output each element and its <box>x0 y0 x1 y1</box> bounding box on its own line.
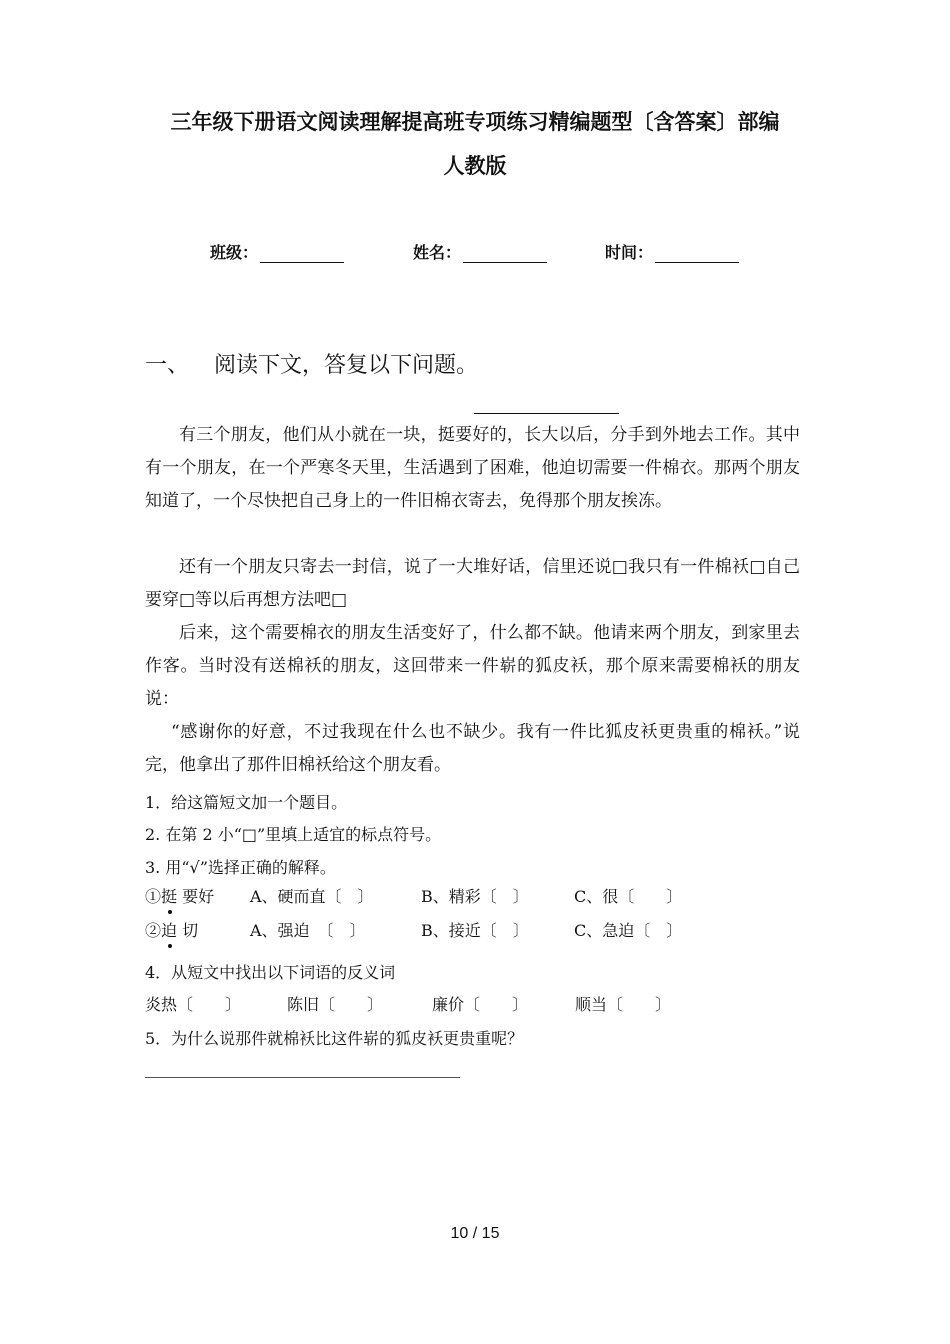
antonym-item-3: 廉价〔 〕 <box>432 995 529 1014</box>
question-3-item-2-word <box>145 918 198 941</box>
item-1-number: ① <box>145 887 162 906</box>
section-instruction: 阅读下文，答复以下问题。 <box>214 353 479 378</box>
time-field <box>605 240 739 263</box>
answer-line <box>145 1077 460 1078</box>
item-1-emphasized-char: 挺 <box>161 887 178 906</box>
question-3-item-1-option-c: C、很〔 〕 <box>574 887 683 906</box>
class-field <box>210 240 344 263</box>
question-3-item-1-word <box>145 884 214 907</box>
passage-paragraph-2: 还有一个朋友只寄去一封信，说了一大堆好话，信里还说□我只有一件棉袄□自己要穿□等以后再想方法吧□ <box>145 557 800 610</box>
question-2: 2. 在第 2 小“□”里填上适宜的标点符号。 <box>145 825 442 844</box>
question-3-item-2-option-b: B、接近〔 〕 <box>421 921 529 940</box>
passage-paragraph-1: 有三个朋友，他们从小就在一块，挺要好的，长大以后，分手到外地去工作。其中有一个朋友，在一个严寒冬天里，生活遇到了困难，他迫切需要一件棉衣。那两个朋友知道了，一个尽快把自己身上的一件旧棉衣寄去，免得那个朋友挨冻。 <box>145 425 800 511</box>
section-number: 一、 <box>145 353 190 378</box>
time-label: 时间： <box>605 243 654 262</box>
time-blank <box>655 244 739 263</box>
passage-title-blank <box>474 413 619 414</box>
question-1: 1．给这篇短文加一个题目。 <box>145 793 348 812</box>
item-2-emphasized-char: 迫 <box>161 921 178 940</box>
question-3-item-2-option-a: A、强迫 〔 〕 <box>250 921 366 940</box>
document-title-line-2: 人教版 <box>443 154 507 178</box>
antonym-item-2: 陈旧〔 〕 <box>287 995 384 1014</box>
question-3-item-1-option-b: B、精彩〔 〕 <box>421 887 529 906</box>
section-heading <box>145 348 478 379</box>
passage-paragraph-4: “感谢你的好意，不过我现在什么也不缺少。我有一件比狐皮袄更贵重的棉袄。”说完，他拿出了那件旧棉袄给这个朋友看。 <box>145 722 800 775</box>
name-field <box>413 240 547 263</box>
class-label: 班级： <box>210 243 259 262</box>
question-3-item-1-option-a: A、硬而直〔 〕 <box>250 887 374 906</box>
question-3: 3. 用“√”选择正确的解释。 <box>145 858 336 877</box>
name-label: 姓名： <box>413 243 462 262</box>
item-2-word-rest: 切 <box>177 921 199 940</box>
class-blank <box>260 244 344 263</box>
item-2-number: ② <box>145 921 162 940</box>
antonym-item-4: 顺当〔 〕 <box>575 995 672 1014</box>
question-4: 4．从短文中找出以下词语的反义词 <box>145 963 396 982</box>
question-3-item-2-option-c: C、急迫〔 〕 <box>574 921 683 940</box>
item-1-word-rest: 要好 <box>177 887 215 906</box>
name-blank <box>463 244 547 263</box>
passage-paragraph-3: 后来，这个需要棉衣的朋友生活变好了，什么都不缺。他请来两个朋友，到家里去作客。当时没有送棉袄的朋友，这回带来一件崭的狐皮袄，那个原来需要棉袄的朋友说： <box>145 623 800 709</box>
page-number: 10 / 15 <box>450 1225 500 1242</box>
antonym-item-1: 炎热〔 〕 <box>145 995 242 1014</box>
document-title-line-1: 三年级下册语文阅读理解提高班专项练习精编题型〔含答案〕部编 <box>170 110 780 134</box>
question-5: 5．为什么说那件就棉袄比这件崭的狐皮袄更贵重呢？ <box>145 1029 524 1048</box>
